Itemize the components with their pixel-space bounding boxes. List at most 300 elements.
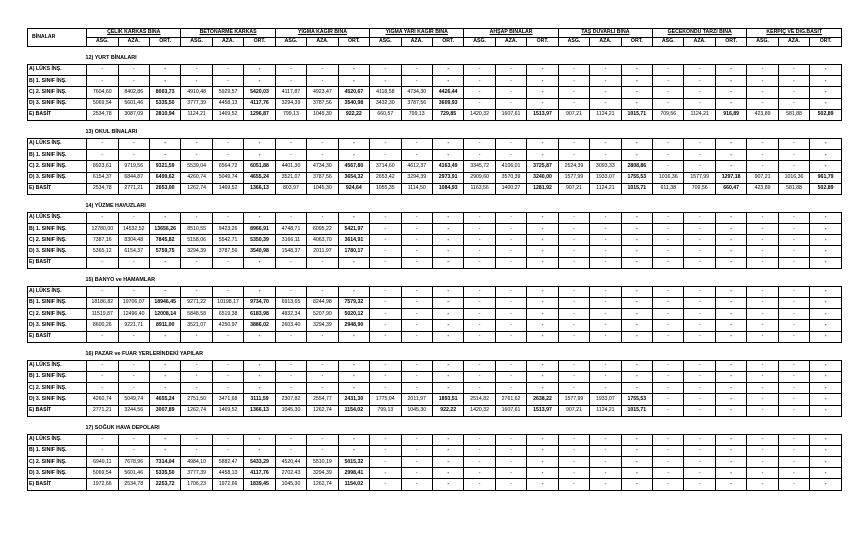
table-cell: -	[653, 235, 684, 246]
table-cell: 5601,46	[118, 468, 149, 479]
table-cell: -	[810, 150, 842, 161]
table-cell: 2514,82	[464, 394, 495, 405]
table-cell: 4250,97	[212, 320, 243, 331]
table-cell: -	[653, 138, 684, 149]
table-cell: 1839,45	[244, 479, 275, 490]
table-cell: -	[527, 65, 558, 76]
table-cell: -	[684, 479, 715, 490]
table-cell: 3521,07	[275, 172, 306, 183]
table-cell: 2307,82	[275, 394, 306, 405]
table-cell: -	[810, 138, 842, 149]
table-cell: -	[87, 360, 118, 371]
row-label: B) 1. SINIF İNŞ.	[28, 371, 87, 382]
table-cell: -	[401, 224, 432, 235]
table-cell: 5601,46	[118, 98, 149, 109]
table-cell: 6154,37	[87, 172, 118, 183]
table-cell: -	[684, 76, 715, 87]
sub-header: AZA.	[212, 38, 243, 47]
table-cell: 1114,50	[401, 183, 432, 194]
table-cell: 3540,98	[338, 98, 369, 109]
table-cell: 1297,18	[715, 172, 746, 183]
table-cell: -	[778, 309, 809, 320]
table-cell: 1513,97	[527, 109, 558, 120]
table-cell: 581,88	[778, 109, 809, 120]
table-row	[28, 161, 842, 172]
table-cell: -	[778, 360, 809, 371]
table-cell: -	[527, 309, 558, 320]
table-cell: -	[338, 65, 369, 76]
table-cell: -	[87, 445, 118, 456]
table-cell: 3654,32	[338, 172, 369, 183]
table-cell: -	[87, 76, 118, 87]
table-cell: -	[464, 65, 495, 76]
table-cell: -	[495, 383, 526, 394]
table-cell: -	[621, 65, 652, 76]
table-row	[28, 183, 842, 194]
table-cell: 3787,56	[401, 98, 432, 109]
table-cell: -	[684, 212, 715, 223]
table-cell: -	[590, 246, 621, 257]
table-cell: -	[747, 161, 778, 172]
table-cell: -	[715, 331, 746, 342]
table-cell: -	[495, 98, 526, 109]
table-cell: -	[338, 445, 369, 456]
sub-header: ASG.	[87, 38, 118, 47]
table-row	[28, 109, 842, 120]
table-cell: -	[527, 246, 558, 257]
sub-header: ORT.	[810, 38, 842, 47]
table-cell: -	[464, 76, 495, 87]
table-cell: -	[87, 150, 118, 161]
table-row	[28, 360, 842, 371]
table-cell: 2554,77	[307, 394, 338, 405]
table-cell: -	[684, 98, 715, 109]
table-cell: -	[401, 320, 432, 331]
table-cell: 611,38	[653, 183, 684, 194]
table-cell: -	[810, 405, 842, 416]
table-cell: -	[432, 331, 463, 342]
table-cell: 3787,56	[307, 98, 338, 109]
table-cell: -	[715, 383, 746, 394]
table-cell: -	[464, 309, 495, 320]
table-cell: -	[401, 434, 432, 445]
table-cell: -	[149, 138, 180, 149]
table-cell: -	[212, 383, 243, 394]
table-cell: -	[244, 76, 275, 87]
row-label: E) BASİT	[28, 479, 87, 490]
table-cell: 1124,21	[590, 405, 621, 416]
table-cell: -	[590, 383, 621, 394]
row-label: E) BASİT	[28, 109, 87, 120]
table-cell: -	[715, 257, 746, 268]
table-row	[28, 298, 842, 309]
table-cell: -	[432, 65, 463, 76]
table-cell: -	[778, 212, 809, 223]
table-cell: -	[307, 150, 338, 161]
table-cell: -	[621, 246, 652, 257]
table-cell: -	[810, 309, 842, 320]
table-cell: -	[715, 65, 746, 76]
table-cell: 907,21	[558, 109, 589, 120]
table-cell: -	[432, 76, 463, 87]
table-cell: -	[621, 434, 652, 445]
table-cell: 9719,56	[118, 161, 149, 172]
table-cell: -	[715, 138, 746, 149]
table-cell: -	[653, 298, 684, 309]
table-cell: -	[810, 331, 842, 342]
table-cell: 1548,37	[275, 246, 306, 257]
table-cell: -	[778, 383, 809, 394]
table-cell: -	[558, 309, 589, 320]
table-row	[28, 246, 842, 257]
table-cell: -	[653, 457, 684, 468]
table-cell: -	[432, 286, 463, 297]
table-cell: 3166,11	[275, 235, 306, 246]
table-cell: -	[810, 394, 842, 405]
table-cell: -	[307, 371, 338, 382]
table-cell: 581,88	[778, 183, 809, 194]
table-cell: 1262,74	[181, 183, 212, 194]
table-cell: 2771,21	[87, 405, 118, 416]
table-cell: -	[558, 331, 589, 342]
table-cell: -	[684, 138, 715, 149]
row-label: B) 1. SINIF İNŞ.	[28, 298, 87, 309]
table-cell: -	[149, 445, 180, 456]
table-cell: -	[715, 98, 746, 109]
table-cell: 1972,66	[212, 479, 243, 490]
table-cell: 6154,37	[118, 246, 149, 257]
table-cell: -	[810, 320, 842, 331]
table-cell: 5542,71	[212, 235, 243, 246]
sub-header: AZA.	[495, 38, 526, 47]
table-cell: -	[464, 320, 495, 331]
table-cell: -	[432, 235, 463, 246]
table-cell: -	[684, 360, 715, 371]
table-cell: 3093,33	[590, 161, 621, 172]
table-cell: -	[621, 331, 652, 342]
table-cell: -	[621, 360, 652, 371]
row-label: C) 2. SINIF İNŞ.	[28, 161, 87, 172]
sub-header: AZA.	[401, 38, 432, 47]
table-cell: -	[149, 65, 180, 76]
table-cell: -	[653, 257, 684, 268]
table-cell: -	[118, 138, 149, 149]
table-cell: -	[527, 150, 558, 161]
table-cell: 5421,97	[338, 224, 369, 235]
table-cell: -	[87, 383, 118, 394]
table-cell: -	[715, 457, 746, 468]
table-cell: 2810,94	[149, 109, 180, 120]
table-cell: -	[558, 150, 589, 161]
table-row	[28, 172, 842, 183]
table-cell: -	[212, 331, 243, 342]
table-cell: 4832,34	[275, 309, 306, 320]
table-cell: 6499,62	[149, 172, 180, 183]
table-cell: -	[747, 309, 778, 320]
table-cell: -	[621, 320, 652, 331]
section-title: 14) YÜZME HAVUZLARI	[85, 202, 146, 209]
table-row	[28, 445, 842, 456]
sub-header: ASG.	[275, 38, 306, 47]
table-cell: 799,13	[370, 405, 401, 416]
table-cell: -	[590, 468, 621, 479]
section-title: 15) BANYO ve HAMAMLAR	[85, 276, 155, 283]
table-cell: -	[244, 65, 275, 76]
table-cell: -	[181, 434, 212, 445]
table-cell: -	[275, 383, 306, 394]
table-cell: -	[621, 87, 652, 98]
table-cell: -	[621, 257, 652, 268]
table-cell: -	[558, 87, 589, 98]
table-cell: 9423,26	[212, 224, 243, 235]
table-cell: -	[653, 468, 684, 479]
table-cell: 8244,98	[307, 298, 338, 309]
table-cell: -	[778, 405, 809, 416]
table-cell: 8923,61	[87, 161, 118, 172]
table-cell: 799,13	[275, 109, 306, 120]
table-cell: -	[181, 360, 212, 371]
table-cell: -	[401, 150, 432, 161]
table-cell: -	[558, 286, 589, 297]
table-cell: 799,13	[401, 109, 432, 120]
table-row	[28, 457, 842, 468]
table-cell: -	[464, 331, 495, 342]
table-cell: -	[432, 212, 463, 223]
table-cell: -	[810, 65, 842, 76]
table-cell: -	[747, 76, 778, 87]
table-cell: -	[401, 286, 432, 297]
table-cell: 4923,47	[307, 87, 338, 98]
table-cell: 2761,62	[495, 394, 526, 405]
sub-header: ORT.	[149, 38, 180, 47]
table-cell: 3886,02	[244, 320, 275, 331]
table-cell: 1296,87	[244, 109, 275, 120]
table-cell: -	[527, 98, 558, 109]
row-label: C) 2. SINIF İNŞ.	[28, 457, 87, 468]
table-cell: 1513,97	[527, 405, 558, 416]
table-cell: -	[401, 309, 432, 320]
table-cell: 502,89	[810, 183, 842, 194]
table-cell: -	[621, 212, 652, 223]
table-cell: 2011,97	[307, 246, 338, 257]
table-cell: -	[401, 468, 432, 479]
table-cell: 1154,02	[338, 479, 369, 490]
table-cell: 2653,42	[370, 172, 401, 183]
table-cell: -	[715, 309, 746, 320]
table-row	[28, 394, 842, 405]
table-cell: 1933,07	[590, 172, 621, 183]
table-cell: 3294,39	[307, 468, 338, 479]
table-cell: -	[810, 457, 842, 468]
table-cell: -	[181, 257, 212, 268]
table-cell: -	[149, 331, 180, 342]
table-cell: 9271,22	[181, 298, 212, 309]
table-cell: -	[810, 371, 842, 382]
table-cell: -	[527, 257, 558, 268]
table-cell: -	[590, 360, 621, 371]
table-cell: -	[464, 360, 495, 371]
table-cell: -	[778, 394, 809, 405]
table-cell: -	[432, 434, 463, 445]
table-cell: -	[778, 286, 809, 297]
sub-header: ORT.	[338, 38, 369, 47]
table-cell: 1607,61	[495, 405, 526, 416]
table-cell: 5433,29	[244, 457, 275, 468]
table-cell: 1262,74	[307, 405, 338, 416]
table-cell: -	[778, 468, 809, 479]
table-cell: 2998,41	[338, 468, 369, 479]
table-cell: -	[715, 76, 746, 87]
table-cell: -	[244, 138, 275, 149]
table-cell: -	[401, 383, 432, 394]
table-cell: 916,89	[715, 109, 746, 120]
table-cell: 4458,13	[212, 98, 243, 109]
table-cell: 6844,87	[118, 172, 149, 183]
table-cell: 3294,39	[307, 320, 338, 331]
table-cell: 4734,30	[401, 87, 432, 98]
table-cell: -	[778, 224, 809, 235]
table-cell: -	[307, 286, 338, 297]
row-label: B) 1. SINIF İNŞ.	[28, 150, 87, 161]
table-cell: -	[778, 371, 809, 382]
table-cell: 6519,38	[212, 309, 243, 320]
table-cell: -	[715, 212, 746, 223]
table-cell: -	[244, 257, 275, 268]
sub-header: ORT.	[244, 38, 275, 47]
table-cell: 6949,11	[87, 457, 118, 468]
table-cell: -	[464, 298, 495, 309]
table-cell: 5759,75	[149, 246, 180, 257]
table-cell: -	[558, 457, 589, 468]
table-cell: 3111,59	[244, 394, 275, 405]
table-cell: -	[558, 445, 589, 456]
table-cell: -	[370, 298, 401, 309]
table-cell: -	[275, 360, 306, 371]
table-cell: -	[181, 371, 212, 382]
table-cell: -	[464, 257, 495, 268]
table-cell: -	[653, 286, 684, 297]
table-cell: 4260,74	[181, 172, 212, 183]
table-cell: -	[495, 138, 526, 149]
table-cell: 3521,07	[181, 320, 212, 331]
table-cell: -	[181, 286, 212, 297]
table-cell: -	[778, 298, 809, 309]
table-cell: -	[401, 138, 432, 149]
table-row	[28, 76, 842, 87]
table-cell: 1400,27	[495, 183, 526, 194]
table-cell: 3540,98	[244, 246, 275, 257]
table-cell: -	[370, 224, 401, 235]
row-label: D) 3. SINIF İNŞ.	[28, 172, 87, 183]
table-cell: -	[275, 286, 306, 297]
table-cell: -	[212, 286, 243, 297]
table-cell: -	[307, 212, 338, 223]
table-cell: 1780,17	[338, 246, 369, 257]
table-cell: 4118,58	[370, 87, 401, 98]
section-title: 13) OKUL BİNALARI	[85, 128, 138, 135]
table-cell: 7845,82	[149, 235, 180, 246]
table-cell: -	[370, 246, 401, 257]
section-title-row	[28, 127, 842, 138]
table-cell: 5049,74	[212, 172, 243, 183]
table-cell: -	[370, 457, 401, 468]
table-cell: -	[495, 65, 526, 76]
table-cell: -	[810, 286, 842, 297]
table-cell: -	[590, 98, 621, 109]
table-cell: 709,56	[684, 183, 715, 194]
table-cell: 4734,30	[307, 161, 338, 172]
table-cell: -	[118, 257, 149, 268]
table-cell: -	[684, 298, 715, 309]
table-cell: 4106,01	[495, 161, 526, 172]
table-cell: 709,56	[653, 109, 684, 120]
table-cell: 5539,04	[181, 161, 212, 172]
table-cell: -	[527, 331, 558, 342]
table-cell: 1972,66	[87, 479, 118, 490]
table-cell: -	[558, 479, 589, 490]
table-cell: -	[338, 286, 369, 297]
table-cell: -	[87, 434, 118, 445]
table-cell: -	[527, 76, 558, 87]
table-cell: -	[527, 87, 558, 98]
table-cell: -	[275, 76, 306, 87]
table-cell: 1577,99	[684, 172, 715, 183]
table-cell: 4163,49	[432, 161, 463, 172]
table-cell: -	[401, 235, 432, 246]
table-cell: -	[401, 360, 432, 371]
table-cell: -	[684, 257, 715, 268]
table-cell: -	[527, 224, 558, 235]
table-cell: -	[181, 76, 212, 87]
table-cell: 1124,21	[684, 109, 715, 120]
table-cell: -	[747, 257, 778, 268]
table-cell: 5365,12	[87, 246, 118, 257]
table-cell: -	[653, 98, 684, 109]
table-cell: -	[684, 445, 715, 456]
table-cell: -	[590, 150, 621, 161]
table-cell: -	[244, 150, 275, 161]
sub-header: ASG.	[653, 38, 684, 47]
table-cell: -	[370, 309, 401, 320]
table-cell: 2534,78	[118, 479, 149, 490]
sub-header: AZA.	[307, 38, 338, 47]
table-cell: 1366,13	[244, 183, 275, 194]
table-cell: 2603,40	[275, 320, 306, 331]
table-cell: -	[684, 405, 715, 416]
table-cell: -	[370, 468, 401, 479]
table-cell: 1015,71	[621, 109, 652, 120]
section-spacer	[28, 194, 842, 201]
table-cell: 2808,86	[621, 161, 652, 172]
table-cell: -	[495, 257, 526, 268]
table-cell: -	[778, 161, 809, 172]
table-cell: -	[432, 246, 463, 257]
table-cell: -	[495, 286, 526, 297]
table-cell: -	[778, 150, 809, 161]
table-cell: 1420,32	[464, 109, 495, 120]
table-cell: -	[684, 235, 715, 246]
table-cell: -	[118, 434, 149, 445]
table-cell: -	[432, 224, 463, 235]
table-cell: -	[338, 212, 369, 223]
table-cell: -	[118, 286, 149, 297]
table-cell: -	[464, 445, 495, 456]
table-cell: 4401,30	[275, 161, 306, 172]
table-cell: -	[338, 331, 369, 342]
table-cell: 3432,30	[370, 98, 401, 109]
table-cell: -	[747, 150, 778, 161]
table-cell: -	[684, 224, 715, 235]
